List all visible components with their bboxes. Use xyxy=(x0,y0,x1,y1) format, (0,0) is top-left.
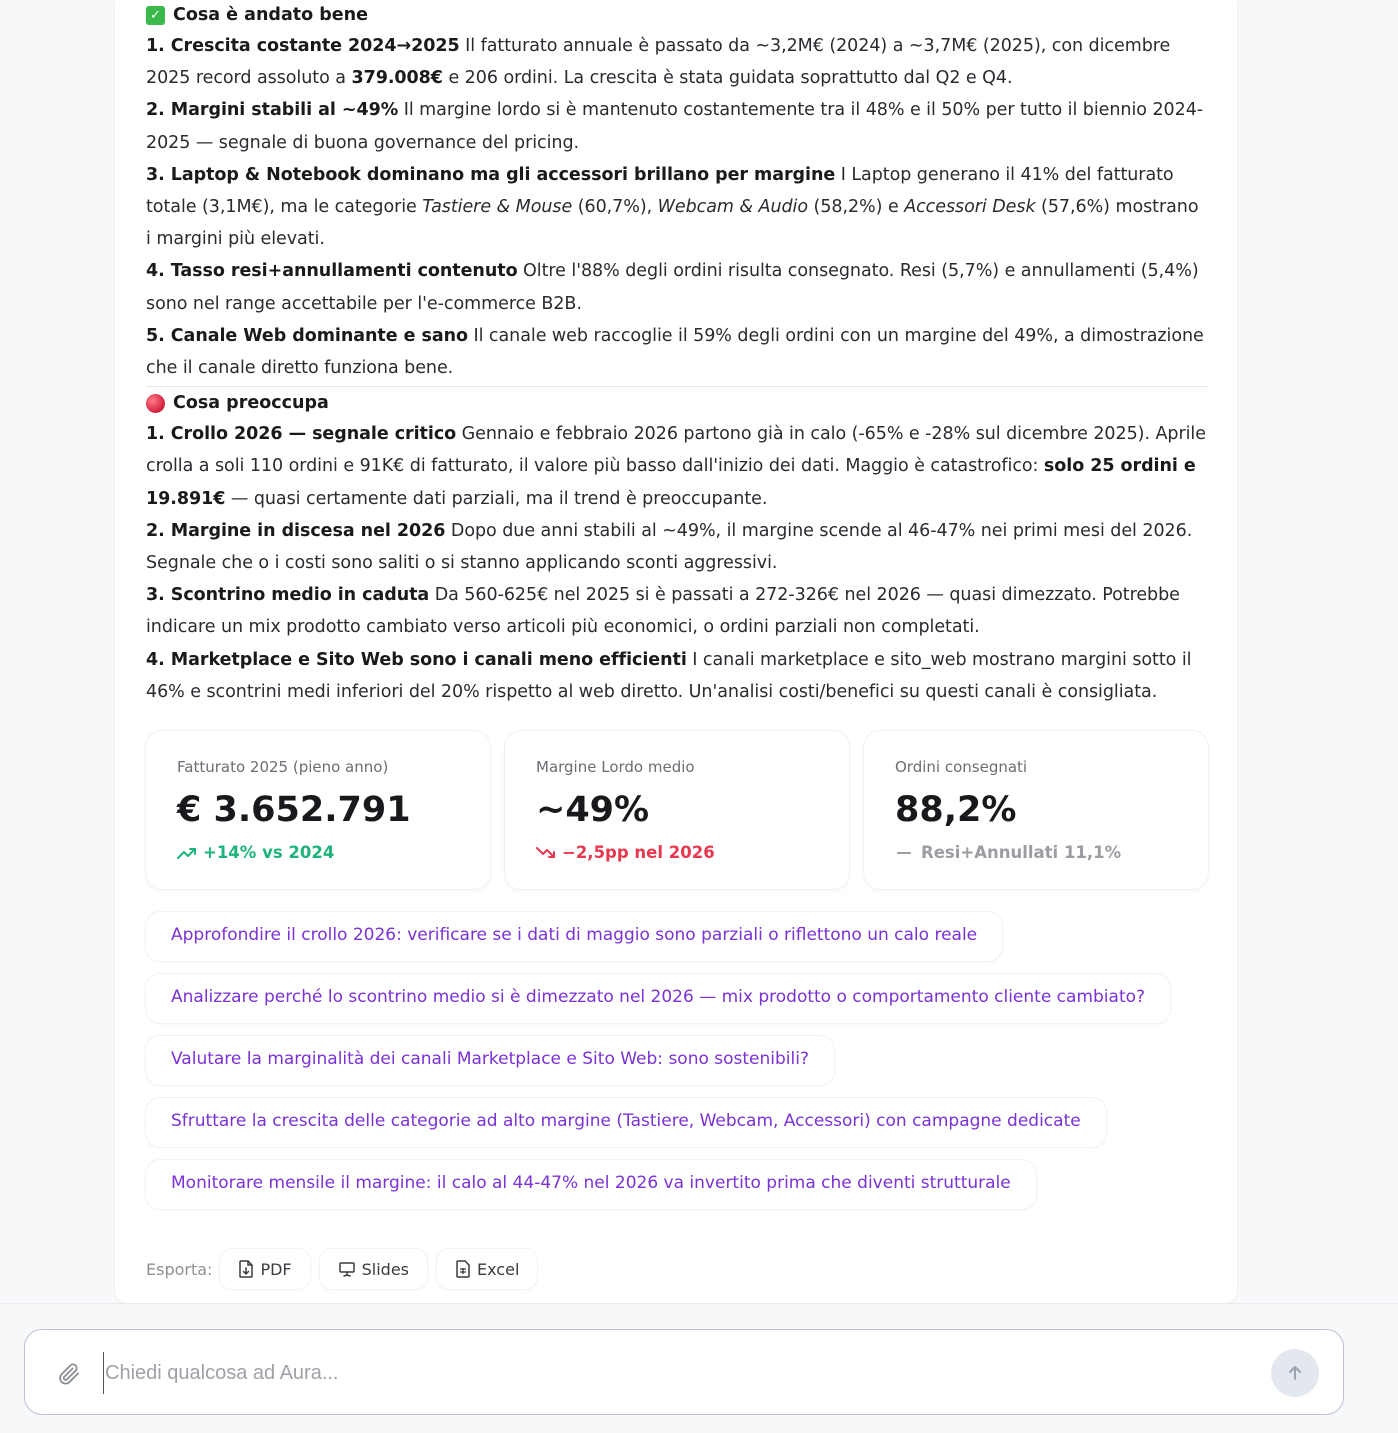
good-item-1 xyxy=(146,30,1208,94)
good-item-2-lead: 2. Margini stabili al ~49% xyxy=(146,100,399,121)
good-item-1-text: Il fatturato annuale è passato da ~3,2M€ (2024) a ~3,7M€ (2025), con dicembre 2025 record assoluto a xyxy=(146,36,1171,89)
export-pdf-label: PDF xyxy=(260,1259,292,1279)
bad-item-4-lead: 4. Marketplace e Sito Web sono i canali meno efficienti xyxy=(146,649,687,670)
assistant-message-card xyxy=(115,0,1237,1304)
paperclip-icon xyxy=(57,1362,81,1386)
kpi-card-revenue xyxy=(146,731,490,889)
export-excel-label: Excel xyxy=(477,1259,520,1279)
section-title-bad xyxy=(146,388,1208,418)
bad-item-2 xyxy=(146,515,1208,579)
section-title-good-text: Cosa è andato bene xyxy=(173,5,368,25)
kpi-delta xyxy=(536,843,818,862)
bad-item-3-lead: 3. Scontrino medio in caduta xyxy=(146,585,430,606)
good-item-4 xyxy=(146,255,1208,319)
file-download-icon xyxy=(238,1260,254,1278)
kpi-value: € 3.652.791 xyxy=(177,790,411,830)
kpi-value: 88,2% xyxy=(895,790,1017,830)
chat-input[interactable] xyxy=(103,1352,1253,1394)
suggestion-chip-5[interactable]: Monitorare mensile il margine: il calo al 44-47% nel 2026 va invertito prima che diventi strutturale xyxy=(146,1160,1036,1209)
composer-box xyxy=(24,1329,1344,1415)
good-item-3-lead: 3. Laptop & Notebook dominano ma gli accessori brillano per margine xyxy=(146,164,836,185)
kpi-delta-text: −2,5pp nel 2026 xyxy=(562,843,715,862)
good-item-2-text: Il margine lordo si è mantenuto costantemente tra il 48% e il 50% per tutto il biennio 2024-2025 — segnale di buona governance del pricing. xyxy=(146,100,1204,153)
good-item-3 xyxy=(146,159,1208,256)
export-bar xyxy=(146,1249,547,1289)
export-excel-button[interactable] xyxy=(437,1249,537,1289)
red-circle-icon xyxy=(146,394,165,413)
export-slides-button[interactable] xyxy=(320,1249,427,1289)
spreadsheet-icon xyxy=(455,1260,471,1278)
good-item-3-text-3: (58,2%) e xyxy=(808,197,905,218)
good-item-3-category-1: Tastiere & Mouse xyxy=(422,197,573,218)
kpi-card-delivered xyxy=(864,731,1208,889)
section-divider xyxy=(146,386,1208,387)
good-item-3-text-4: (57,6%) mostrano i margini più elevati. xyxy=(146,197,1199,250)
kpi-value: ~49% xyxy=(536,790,650,830)
kpi-cards xyxy=(146,731,1208,889)
good-item-5 xyxy=(146,320,1208,384)
bad-item-1-highlight: solo 25 ordini e 19.891€ xyxy=(146,456,1196,509)
good-item-5-lead: 5. Canale Web dominante e sano xyxy=(146,325,468,346)
composer-area xyxy=(0,1303,1398,1433)
good-item-4-lead: 4. Tasso resi+annullamenti contenuto xyxy=(146,261,518,282)
kpi-label: Margine Lordo medio xyxy=(536,758,695,776)
section-title-bad-text: Cosa preoccupa xyxy=(173,393,329,414)
export-label: Esporta: xyxy=(146,1259,213,1279)
send-button[interactable] xyxy=(1271,1349,1319,1397)
good-item-1-lead: 1. Crescita costante 2024→2025 xyxy=(146,36,460,56)
good-item-3-category-2: Webcam & Audio xyxy=(657,197,809,218)
good-item-5-text: Il canale web raccoglie il 59% degli ordini con un margine del 49%, a dimostrazione che il canale diretto funziona bene. xyxy=(146,325,1204,379)
kpi-delta-text: Resi+Annullati 11,1% xyxy=(921,843,1122,862)
bad-item-3-text: Da 560-625€ nel 2025 si è passati a 272-326€ nel 2026 — quasi dimezzato. Potrebbe indicare un mix prodotto cambiato verso articoli più economici, o ordini parziali non completati. xyxy=(146,585,1180,638)
export-slides-label: Slides xyxy=(361,1259,409,1279)
kpi-delta xyxy=(177,843,459,862)
good-item-2 xyxy=(146,94,1208,158)
bad-item-3 xyxy=(146,579,1208,643)
section-title-good xyxy=(146,0,1208,30)
trending-up-icon xyxy=(177,846,197,860)
kpi-card-margin xyxy=(505,731,849,889)
bad-item-1-text: Gennaio e febbraio 2026 partono già in calo (-65% e -28% sul dicembre 2025). Aprile crolla a soli 110 ordini e 91K€ di fatturato, il valore più basso dall'inizio dei dati. Maggio è catastrofico: xyxy=(146,424,1206,477)
kpi-delta-text: +14% vs 2024 xyxy=(203,843,335,862)
dash-icon xyxy=(895,846,915,860)
good-item-1-highlight: 379.008€ xyxy=(351,68,443,89)
good-item-3-category-3: Accessori Desk xyxy=(904,197,1036,218)
suggestion-chip-3[interactable]: Valutare la marginalità dei canali Marketplace e Sito Web: sono sostenibili? xyxy=(146,1036,834,1085)
suggestion-chip-2[interactable]: Analizzare perché lo scontrino medio si è dimezzato nel 2026 — mix prodotto o comportamento cliente cambiato? xyxy=(146,974,1170,1023)
bad-item-1 xyxy=(146,418,1208,515)
bad-item-1-lead: 1. Crollo 2026 — segnale critico xyxy=(146,424,457,445)
bad-item-2-lead: 2. Margine in discesa nel 2026 xyxy=(146,520,446,541)
suggestion-chip-4[interactable]: Sfruttare la crescita delle categorie ad alto margine (Tastiere, Webcam, Accessori) con campagne dedicate xyxy=(146,1098,1106,1147)
good-item-1-text-end: e 206 ordini. La crescita è stata guidata soprattutto dal Q2 e Q4. xyxy=(442,68,1013,89)
presentation-icon xyxy=(338,1260,356,1278)
check-mark-icon: ✓ xyxy=(146,6,165,25)
attach-button[interactable] xyxy=(57,1362,81,1390)
good-item-3-text-2: (60,7%), xyxy=(572,197,658,218)
good-item-3-text: I Laptop generano il 41% del fatturato totale (3,1M€), ma le categorie xyxy=(146,164,1174,218)
good-item-4-text: Oltre l'88% degli ordini risulta consegnato. Resi (5,7%) e annullamenti (5,4%) sono nel range accettabile per l'e-commerce B2B. xyxy=(146,261,1199,314)
bad-item-2-text: Dopo due anni stabili al ~49%, il margine scende al 46-47% nei primi mesi del 2026. Segnale che o i costi sono saliti o si stanno applicando sconti aggressivi. xyxy=(146,520,1193,574)
kpi-delta xyxy=(895,843,1177,862)
export-pdf-button[interactable] xyxy=(220,1249,309,1289)
kpi-label: Ordini consegnati xyxy=(895,758,1028,776)
trending-down-icon xyxy=(536,846,556,860)
bad-item-4 xyxy=(146,644,1208,708)
analysis-content xyxy=(146,0,1208,708)
arrow-up-icon xyxy=(1285,1363,1305,1383)
suggestion-chip-1[interactable]: Approfondire il crollo 2026: verificare se i dati di maggio sono parziali o riflettono un calo reale xyxy=(146,912,1002,961)
bad-item-1-text-end: — quasi certamente dati parziali, ma il trend è preoccupante. xyxy=(225,488,768,509)
bad-item-4-text: I canali marketplace e sito_web mostrano margini sotto il 46% e scontrini medi inferiori del 20% rispetto al web diretto. Un'analisi costi/benefici su questi canali è consigliata. xyxy=(146,649,1192,702)
kpi-label: Fatturato 2025 (pieno anno) xyxy=(177,758,389,776)
